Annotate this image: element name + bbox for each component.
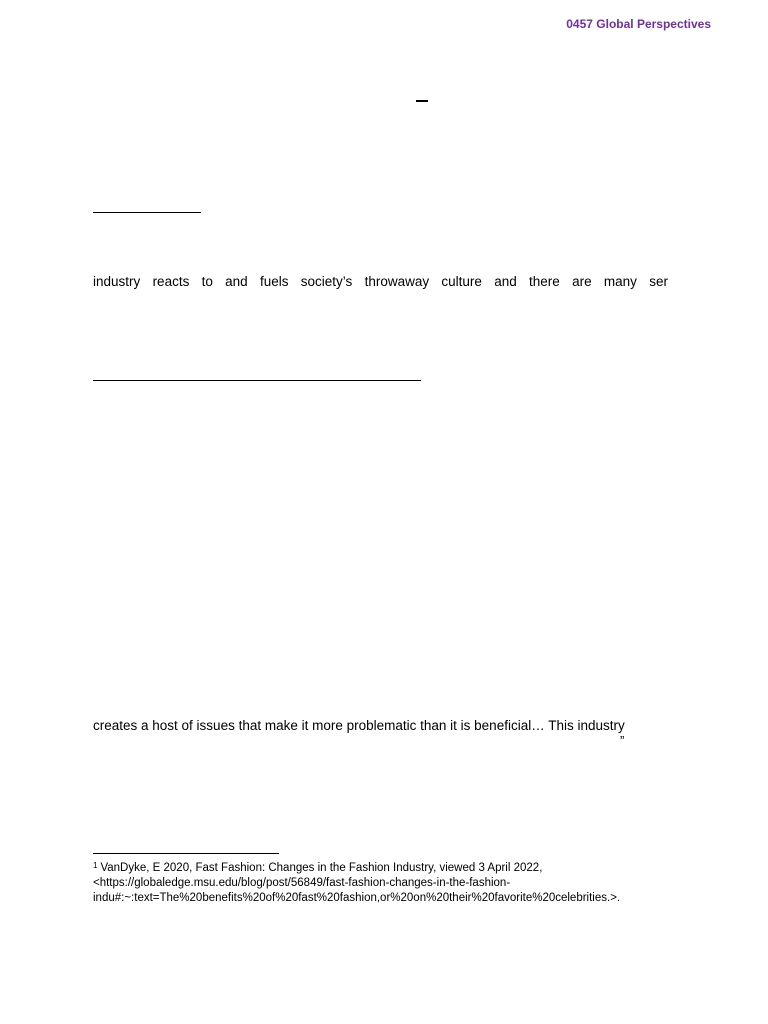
course-header: 0457 Global Perspectives bbox=[566, 17, 711, 31]
word: industry bbox=[93, 274, 141, 289]
footnote-url-line: indu#:~:text=The%20benefits%20of%20fast%20fashion,or%20on%20their%20favorite%20celebrities.>. bbox=[93, 892, 621, 904]
word: there bbox=[529, 274, 560, 289]
footnote bbox=[93, 861, 693, 906]
word: ser bbox=[649, 274, 668, 289]
word: and bbox=[494, 274, 517, 289]
word: throwaway bbox=[364, 274, 430, 289]
footnote-url-line: <https://globaledge.msu.edu/blog/post/56849/fast-fashion-changes-in-the-fashion- bbox=[93, 877, 511, 889]
word: are bbox=[572, 274, 592, 289]
word: fuels bbox=[259, 274, 289, 289]
title-dash bbox=[416, 100, 428, 102]
word: many bbox=[603, 274, 637, 289]
underline-rule bbox=[93, 380, 421, 381]
body-line-throwaway bbox=[93, 274, 668, 290]
word: reacts bbox=[152, 274, 190, 289]
word: society’s bbox=[300, 274, 353, 289]
footnote-citation: VanDyke, E 2020, Fast Fashion: Changes in the Fashion Industry, viewed 3 April 2022, bbox=[100, 862, 543, 874]
footnote-line bbox=[93, 861, 693, 876]
closing-quote: ” bbox=[620, 733, 625, 748]
body-line-issues: creates a host of issues that make it more problematic than it is beneficial… This industry bbox=[93, 718, 625, 733]
footnote-marker: 1 bbox=[93, 861, 98, 870]
word: culture bbox=[441, 274, 482, 289]
word: to bbox=[201, 274, 213, 289]
underline-rule bbox=[93, 212, 201, 213]
word: and bbox=[225, 274, 248, 289]
footnote-separator bbox=[93, 853, 279, 854]
